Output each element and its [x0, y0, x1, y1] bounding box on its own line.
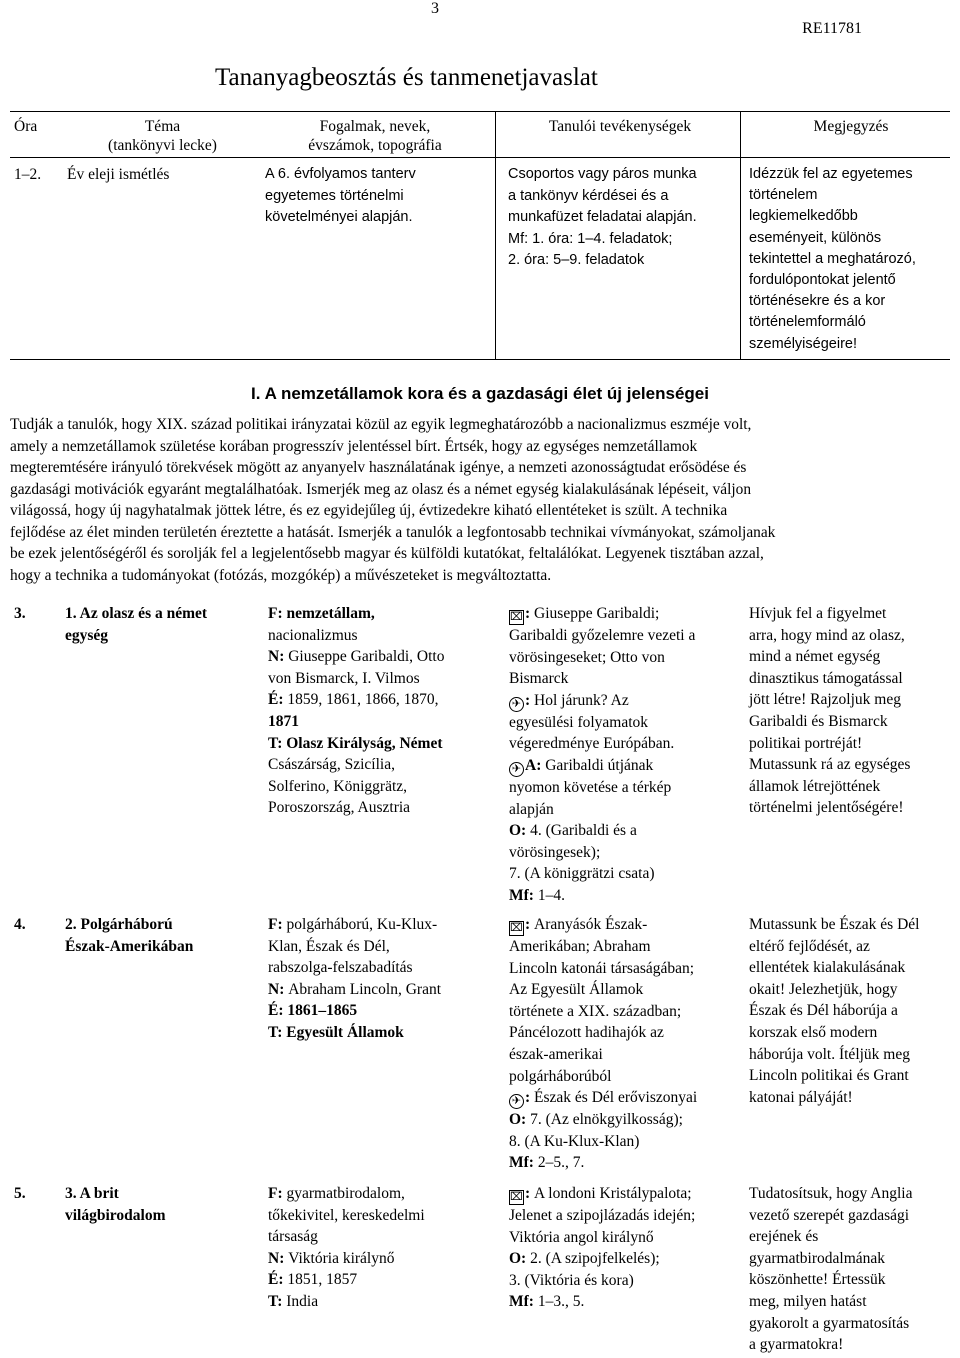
- header-bottom-rule: [10, 157, 950, 158]
- activity-line: [509, 755, 744, 777]
- column-rule-5: [740, 111, 741, 359]
- fogalom-line: [268, 1248, 503, 1270]
- film-icon: ⌧: [510, 610, 523, 623]
- note-line: erejének és: [749, 1228, 819, 1246]
- row4-tema-line: Észak-Amerikában: [65, 937, 194, 955]
- fogalom-text: rabszolga-felszabadítás: [268, 959, 413, 977]
- activity-text: Amerikában; Abraham: [509, 938, 651, 955]
- activity-line: [509, 936, 744, 958]
- note-line: a gyarmatokra!: [749, 1336, 844, 1354]
- fogalom-line: [268, 1183, 503, 1205]
- note-line: okait! Jelezhetjük, hogy: [749, 980, 898, 998]
- row0-megj-line: történelemformáló: [749, 314, 866, 331]
- row0-megjegyzes: [749, 164, 959, 355]
- fogalom-line: [268, 1269, 503, 1291]
- fogalom-line: [268, 668, 503, 690]
- activity-line: [509, 842, 744, 864]
- note-line: ellentétek kialakulásának: [749, 959, 906, 977]
- activity-line: [509, 1183, 744, 1205]
- row0-megj-line: fordulópontokat jelentő: [749, 272, 896, 289]
- fogalom-label: É:: [268, 1002, 288, 1020]
- fogalom-line: [268, 711, 503, 733]
- fogalom-label: F:: [268, 916, 287, 933]
- note-line: korszak első modern: [749, 1023, 878, 1041]
- activity-label: O:: [509, 822, 531, 840]
- activity-text: 1–4.: [537, 886, 565, 904]
- activity-label: :: [525, 1185, 535, 1202]
- activity-line: [509, 799, 744, 821]
- fogalom-text: von Bismarck, I. Vilmos: [268, 669, 420, 687]
- header-fogalmak-line1: Fogalmak, nevek,: [319, 118, 431, 135]
- fogalom-text: társaság: [268, 1228, 318, 1246]
- fogalom-text: Giuseppe Garibaldi, Otto: [288, 648, 445, 666]
- note-line: háborúja volt. Ítéljük meg: [749, 1045, 910, 1063]
- activity-line: [509, 1152, 744, 1174]
- document-id: RE11781: [802, 20, 862, 37]
- activity-text: vörösingesek);: [509, 843, 601, 861]
- fogalom-line: [268, 603, 503, 625]
- activity-text: A londoni Kristálypalota;: [534, 1185, 692, 1202]
- activity-text: története a XIX. században;: [509, 1002, 682, 1020]
- activity-text: Giuseppe Garibaldi;: [534, 605, 660, 622]
- fogalom-text: Olasz Királyság, Német: [286, 734, 443, 752]
- activity-text: 7. (Az elnökgyilkosság);: [530, 1111, 683, 1129]
- fogalom-line: [268, 689, 503, 711]
- fogalom-text: 1851, 1857: [287, 1271, 358, 1289]
- fogalom-text: 1861–1865: [287, 1002, 358, 1020]
- fogalom-text: Egyesült Államok: [286, 1023, 404, 1041]
- activity-text: 2–5., 7.: [537, 1154, 585, 1172]
- header-tema-line1: Téma: [144, 118, 181, 135]
- fogalom-text: 1859, 1861, 1866, 1870,: [287, 691, 439, 709]
- note-line: Hívjuk fel a figyelmet: [749, 605, 887, 622]
- row3-tema-line: egység: [65, 626, 109, 644]
- activity-line: [509, 1066, 744, 1088]
- row0-ora: 1–2.: [14, 166, 42, 183]
- page-number: 3: [431, 0, 439, 17]
- fogalom-text: Solferino, Königgrätz,: [268, 777, 408, 795]
- row4-tevekenysegek: [509, 914, 744, 1174]
- globe-icon: ✈: [509, 762, 524, 777]
- header-fogalmak: [260, 117, 490, 155]
- activity-line: [509, 1291, 744, 1313]
- row3-ora: 3.: [14, 605, 26, 622]
- note-line: mind a német egység: [749, 648, 881, 666]
- section-title: I. A nemzetállamok kora és a gazdasági élet új jelenségei: [251, 384, 709, 403]
- row5-megjegyzes: [749, 1183, 959, 1356]
- activity-text: végeredménye Európában.: [509, 735, 675, 753]
- activity-text: 2. (A szipojfelkelés);: [530, 1250, 660, 1268]
- row3-megjegyzes: [749, 603, 959, 819]
- activity-text: polgárháborúból: [509, 1067, 612, 1085]
- intro-line: amely a nemzetállamok születése korában progresszív jelentéssel bírt. Értsék, hogy az egységes nemzetállamok: [10, 437, 698, 455]
- activity-line: [509, 820, 744, 842]
- activity-label: Mf:: [509, 1293, 538, 1311]
- activity-label: :: [525, 916, 535, 933]
- activity-line: [509, 733, 744, 755]
- intro-line: be ezek jelentőségéről és sorolják fel a legjelentősebb magyar és külföldi kutatókat, feltalálókat. Legyenek tisztában azzal,: [10, 545, 764, 562]
- fogalom-label: N:: [268, 1249, 289, 1267]
- row0-tema: Év eleji ismétlés: [67, 166, 170, 183]
- activity-label: Mf:: [509, 886, 538, 904]
- note-line: történelmi jelentőségére!: [749, 799, 904, 817]
- header-tema-line2: (tankönyvi lecke): [108, 137, 217, 154]
- row5-tema: [65, 1183, 260, 1226]
- activity-line: [509, 690, 744, 712]
- activity-line: [509, 1087, 744, 1109]
- header-tema: [70, 117, 255, 155]
- fogalom-label: T:: [268, 1292, 287, 1310]
- note-line: Mutassunk be Észak és Dél: [749, 916, 920, 933]
- header-tevekenysegek: Tanulói tevékenységek: [548, 118, 692, 135]
- row0-tev-line: Csoportos vagy páros munka: [508, 166, 697, 182]
- row4-tema-line: 2. Polgárháború: [65, 916, 173, 933]
- note-line: Észak és Dél háborúja a: [749, 1002, 898, 1020]
- page-title: Tananyagbeosztás és tanmenetjavaslat: [215, 64, 598, 91]
- activity-line: [509, 1227, 744, 1249]
- activity-text: Garibaldi útjának: [545, 756, 654, 774]
- activity-line: [509, 777, 744, 799]
- activity-line: [509, 1109, 744, 1131]
- fogalom-line: [268, 797, 503, 819]
- row0-bottom-rule: [10, 359, 950, 360]
- activity-label: Mf:: [509, 1154, 538, 1172]
- row0-tev-line: a tankönyv kérdései és a: [508, 187, 669, 204]
- row0-fogalmak: [265, 164, 490, 229]
- activity-text: észak-amerikai: [509, 1045, 603, 1063]
- fogalom-text: Klan, Észak és Dél,: [268, 937, 390, 955]
- activity-label: A:: [525, 756, 546, 774]
- fogalom-line: [268, 957, 503, 979]
- activity-text: Lincoln katonái társaságában;: [509, 959, 695, 977]
- fogalom-line: [268, 1205, 503, 1227]
- row0-megj-line: személyiségeire!: [749, 335, 857, 352]
- header-ora: Óra: [14, 118, 38, 135]
- activity-line: [509, 1205, 744, 1227]
- activity-text: alapján: [509, 800, 554, 818]
- table-top-rule: [10, 111, 950, 112]
- activity-line: [509, 885, 744, 907]
- row4-ora: 4.: [14, 916, 26, 933]
- row3-tema-line: 1. Az olasz és a német: [65, 605, 208, 622]
- activity-text: Észak és Dél erőviszonyai: [534, 1089, 698, 1107]
- activity-line: [509, 863, 744, 885]
- row0-fog-line: A 6. évfolyamos tanterv: [265, 166, 416, 182]
- row0-megj-line: tekintettel a meghatározó,: [749, 250, 916, 267]
- fogalom-text: nemzetállam,: [286, 605, 375, 622]
- note-line: eltérő fejlődését, az: [749, 937, 870, 955]
- row0-megj-line: történelem: [749, 187, 818, 204]
- fogalom-line: [268, 754, 503, 776]
- note-line: jött létre! Rajzoljuk meg: [749, 691, 901, 709]
- activity-text: Viktória angol királynő: [509, 1228, 654, 1246]
- activity-text: Aranyásók Észak-: [534, 916, 648, 933]
- note-line: Mutassunk rá az egységes: [749, 756, 911, 774]
- fogalom-line: [268, 979, 503, 1001]
- row0-megj-line: eseményeit, különös: [749, 229, 882, 246]
- fogalom-line: [268, 1022, 503, 1044]
- fogalom-text: gyarmatbirodalom,: [286, 1185, 405, 1202]
- activity-line: [509, 958, 744, 980]
- intro-line: megteremtésére irányuló törekvések mögött az anyanyelv használatának igénye, a nemzeti azonosságtudat erősödése és: [10, 459, 747, 476]
- activity-text: Jelenet a szipojlázadás idején;: [509, 1207, 696, 1224]
- row5-tema-line: világbirodalom: [65, 1206, 166, 1224]
- globe-icon: ✈: [509, 697, 524, 712]
- fogalom-line: [268, 1226, 503, 1248]
- activity-line: [509, 1001, 744, 1023]
- row5-tema-line: 3. A brit: [65, 1185, 119, 1202]
- row0-tev-line: Mf: 1. óra: 1–4. feladatok;: [508, 230, 673, 247]
- note-line: Tudatosítsuk, hogy Anglia: [749, 1185, 913, 1202]
- activity-label: :: [525, 1089, 535, 1107]
- activity-line: [509, 1022, 744, 1044]
- activity-line: [509, 1248, 744, 1270]
- fogalom-text: nacionalizmus: [268, 626, 358, 644]
- section-intro: [10, 414, 950, 586]
- note-line: államok létrejöttének: [749, 777, 881, 795]
- activity-text: Garibaldi győzelemre vezeti a: [509, 627, 696, 644]
- fogalom-line: [268, 1291, 503, 1313]
- note-line: Garibaldi és Bismarck: [749, 712, 888, 730]
- fogalom-label: F:: [268, 605, 287, 622]
- activity-text: Hol járunk? Az: [534, 691, 629, 709]
- intro-line: hogy a technika a tudományokat (fotózás, mozgókép) a művészeteket is megváltoztatta.: [10, 566, 552, 584]
- fogalom-line: [268, 776, 503, 798]
- fogalom-line: [268, 914, 503, 936]
- fogalom-text: Abraham Lincoln, Grant: [288, 980, 442, 998]
- note-line: köszönhette! Értessük: [749, 1271, 886, 1289]
- row5-fogalmak: [268, 1183, 503, 1313]
- column-rule-4: [495, 111, 496, 359]
- row0-fog-line: követelményei alapján.: [265, 209, 413, 225]
- fogalom-text: Poroszország, Ausztria: [268, 799, 411, 817]
- fogalom-line: [268, 1000, 503, 1022]
- note-line: vezető szerepét gazdasági: [749, 1206, 910, 1224]
- activity-text: 3. (Viktória és kora): [509, 1271, 634, 1289]
- row4-megjegyzes: [749, 914, 959, 1108]
- activity-line: [509, 647, 744, 669]
- note-line: meg, milyen hatást: [749, 1292, 867, 1310]
- row0-fog-line: egyetemes történelmi: [265, 187, 404, 204]
- intro-line: fejlődése az élet minden területén éreztette a hatását. Ismerjék a tanulók a legfontosabb technikai vívmányokat, számoljanak: [10, 523, 776, 541]
- activity-text: Az Egyesült Államok: [509, 981, 644, 999]
- row3-fogalmak: [268, 603, 503, 819]
- activity-label: :: [525, 605, 535, 622]
- row5-tevekenysegek: [509, 1183, 744, 1313]
- fogalom-label: N:: [268, 980, 289, 998]
- fogalom-text: polgárháború, Ku-Klux-: [286, 916, 438, 933]
- film-icon: ⌧: [510, 921, 523, 934]
- activity-label: O:: [509, 1111, 531, 1129]
- fogalom-text: tőkekivitel, kereskedelmi: [268, 1206, 425, 1224]
- activity-label: O:: [509, 1250, 531, 1268]
- activity-line: [509, 668, 744, 690]
- activity-text: 7. (A königgrätzi csata): [509, 865, 655, 883]
- note-line: gyarmatbirodalmának: [749, 1249, 886, 1267]
- fogalom-text: 1871: [268, 712, 299, 730]
- row3-tevekenysegek: [509, 603, 744, 907]
- row0-megj-line: legkiemelkedőbb: [749, 208, 858, 225]
- fogalom-line: [268, 625, 503, 647]
- row4-tema: [65, 914, 260, 957]
- row3-tema: [65, 603, 260, 646]
- note-line: Lincoln politikai és Grant: [749, 1067, 909, 1085]
- note-line: politikai portréját!: [749, 734, 863, 752]
- row4-fogalmak: [268, 914, 503, 1044]
- activity-text: 8. (A Ku-Klux-Klan): [509, 1132, 640, 1150]
- activity-line: [509, 625, 744, 647]
- globe-icon: ✈: [509, 1094, 524, 1109]
- note-line: arra, hogy mind az olasz,: [749, 626, 905, 644]
- fogalom-label: T:: [268, 734, 287, 752]
- activity-line: [509, 1131, 744, 1153]
- activity-line: [509, 1044, 744, 1066]
- note-line: katonai pályáját!: [749, 1088, 853, 1106]
- note-line: gyakorolt a gyarmatosítás: [749, 1314, 910, 1332]
- fogalom-label: N:: [268, 648, 289, 666]
- activity-text: 1–3., 5.: [537, 1293, 585, 1311]
- activity-line: [509, 979, 744, 1001]
- fogalom-label: É:: [268, 691, 288, 709]
- header-megjegyzes: Megjegyzés: [813, 118, 889, 135]
- activity-text: Bismarck: [509, 670, 569, 688]
- fogalom-label: F:: [268, 1185, 287, 1202]
- activity-text: vörösingeseket; Otto von: [509, 648, 665, 666]
- row0-tev-line: 2. óra: 5–9. feladatok: [508, 252, 645, 268]
- activity-label: :: [525, 691, 535, 709]
- activity-text: egyesülési folyamatok: [509, 713, 649, 731]
- activity-text: 4. (Garibaldi és a: [530, 822, 637, 840]
- header-fogalmak-line2: évszámok, topográfia: [308, 137, 442, 154]
- activity-line: [509, 603, 744, 625]
- intro-line: Tudják a tanulók, hogy XIX. század politikai irányzatai közül az egyik legmeghatározóbb a nacionalizmus eszméje volt,: [10, 416, 752, 433]
- intro-line: világossá, hogy új nagyhatalmak jöttek létre, és ez egyidejűleg új, évtizedekre kiható ellentéteket is szült. A technika: [10, 502, 728, 519]
- row0-megj-line: történésekre és a kor: [749, 293, 886, 310]
- fogalom-text: India: [286, 1292, 319, 1310]
- activity-line: [509, 1270, 744, 1292]
- fogalom-text: Viktória királynő: [288, 1249, 395, 1267]
- intro-line: gazdasági motivációk egyaránt megtalálhatóak. Ismerjék meg az olasz és a német egység kialakulásának lépéseit, váljon: [10, 480, 752, 498]
- fogalom-line: [268, 936, 503, 958]
- row0-megj-line: Idézzük fel az egyetemes: [749, 166, 913, 182]
- row5-ora: 5.: [14, 1185, 26, 1202]
- fogalom-line: [268, 733, 503, 755]
- film-icon: ⌧: [510, 1190, 523, 1203]
- activity-text: nyomon követése a térkép: [509, 778, 672, 796]
- row0-tev-line: munkafüzet feladatai alapján.: [508, 209, 697, 225]
- note-line: dinasztikus támogatással: [749, 669, 903, 687]
- fogalom-label: É:: [268, 1271, 288, 1289]
- row0-tevekenysegek: [508, 164, 738, 272]
- fogalom-text: Császárság, Szicília,: [268, 756, 395, 774]
- fogalom-label: T:: [268, 1023, 287, 1041]
- activity-line: [509, 914, 744, 936]
- fogalom-line: [268, 646, 503, 668]
- activity-text: Páncélozott hadihajók az: [509, 1024, 664, 1042]
- activity-line: [509, 712, 744, 734]
